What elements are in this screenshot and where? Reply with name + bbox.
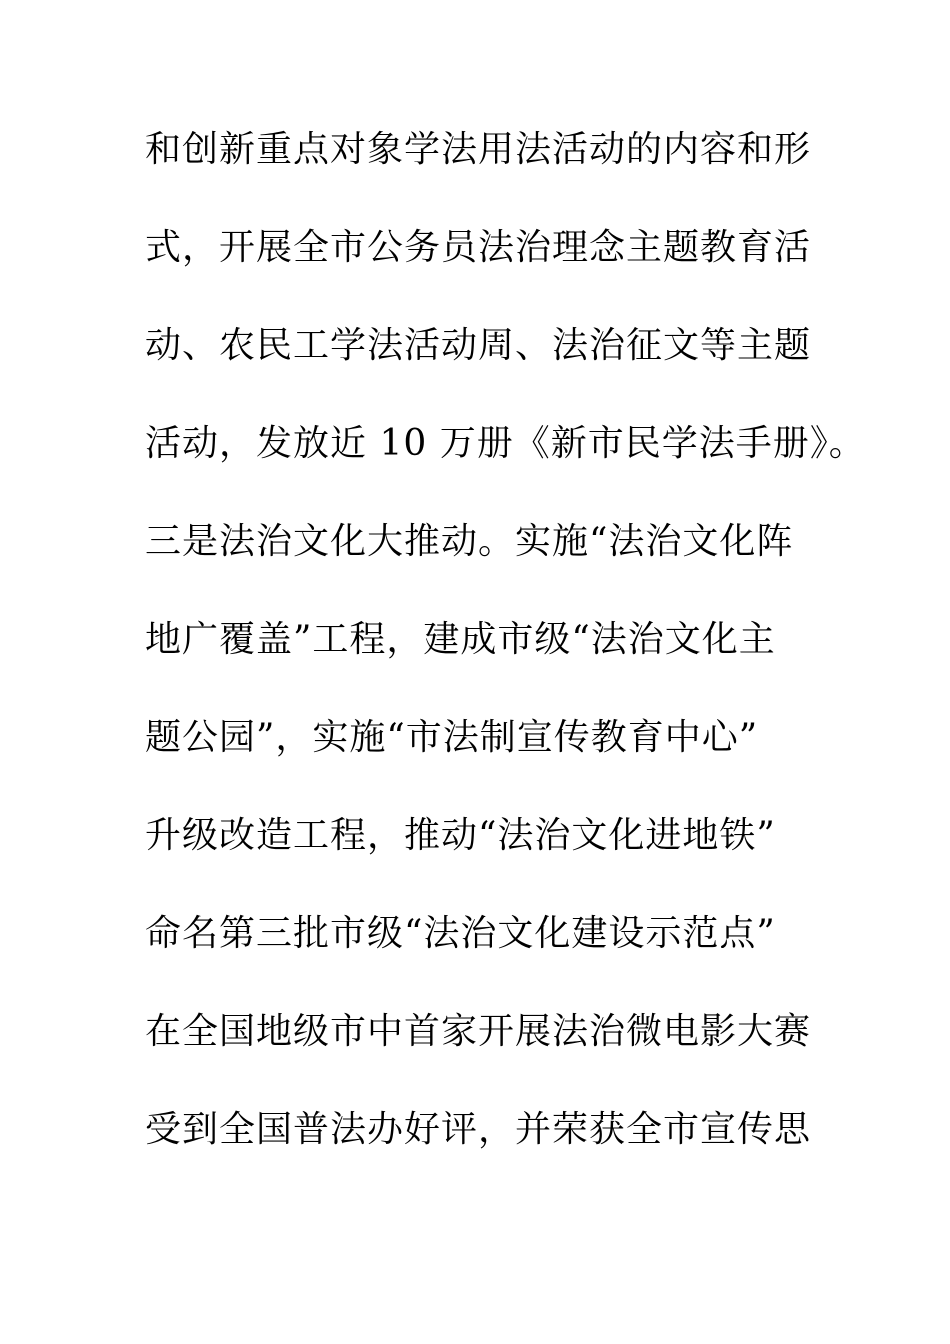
text-line: 地广覆盖”工程，建成市级“法治文化主 [145, 619, 776, 660]
text-line: 动、农民工学法活动周、法治征文等主题 [145, 325, 812, 366]
text-line: 活动，发放近 10 万册《新市民学法手册》。 [145, 423, 866, 464]
text-line: 命名第三批市级“法治文化建设示范点” [145, 913, 776, 954]
text-line: 受到全国普法办好评，并荣获全市宣传思 [145, 1109, 812, 1150]
body-text [145, 124, 866, 1202]
text-line: 式，开展全市公务员法治理念主题教育活 [145, 227, 812, 268]
text-line: 在全国地级市中首家开展法治微电影大赛 [145, 1011, 812, 1052]
text-line: 和创新重点对象学法用法活动的内容和形 [145, 129, 812, 170]
text-line: 升级改造工程，推动“法治文化进地铁” [145, 815, 776, 856]
text-line: 题公园”，实施“市法制宣传教育中心” [145, 717, 759, 758]
text-line: 三是法治文化大推动。实施“法治文化阵 [145, 521, 794, 562]
